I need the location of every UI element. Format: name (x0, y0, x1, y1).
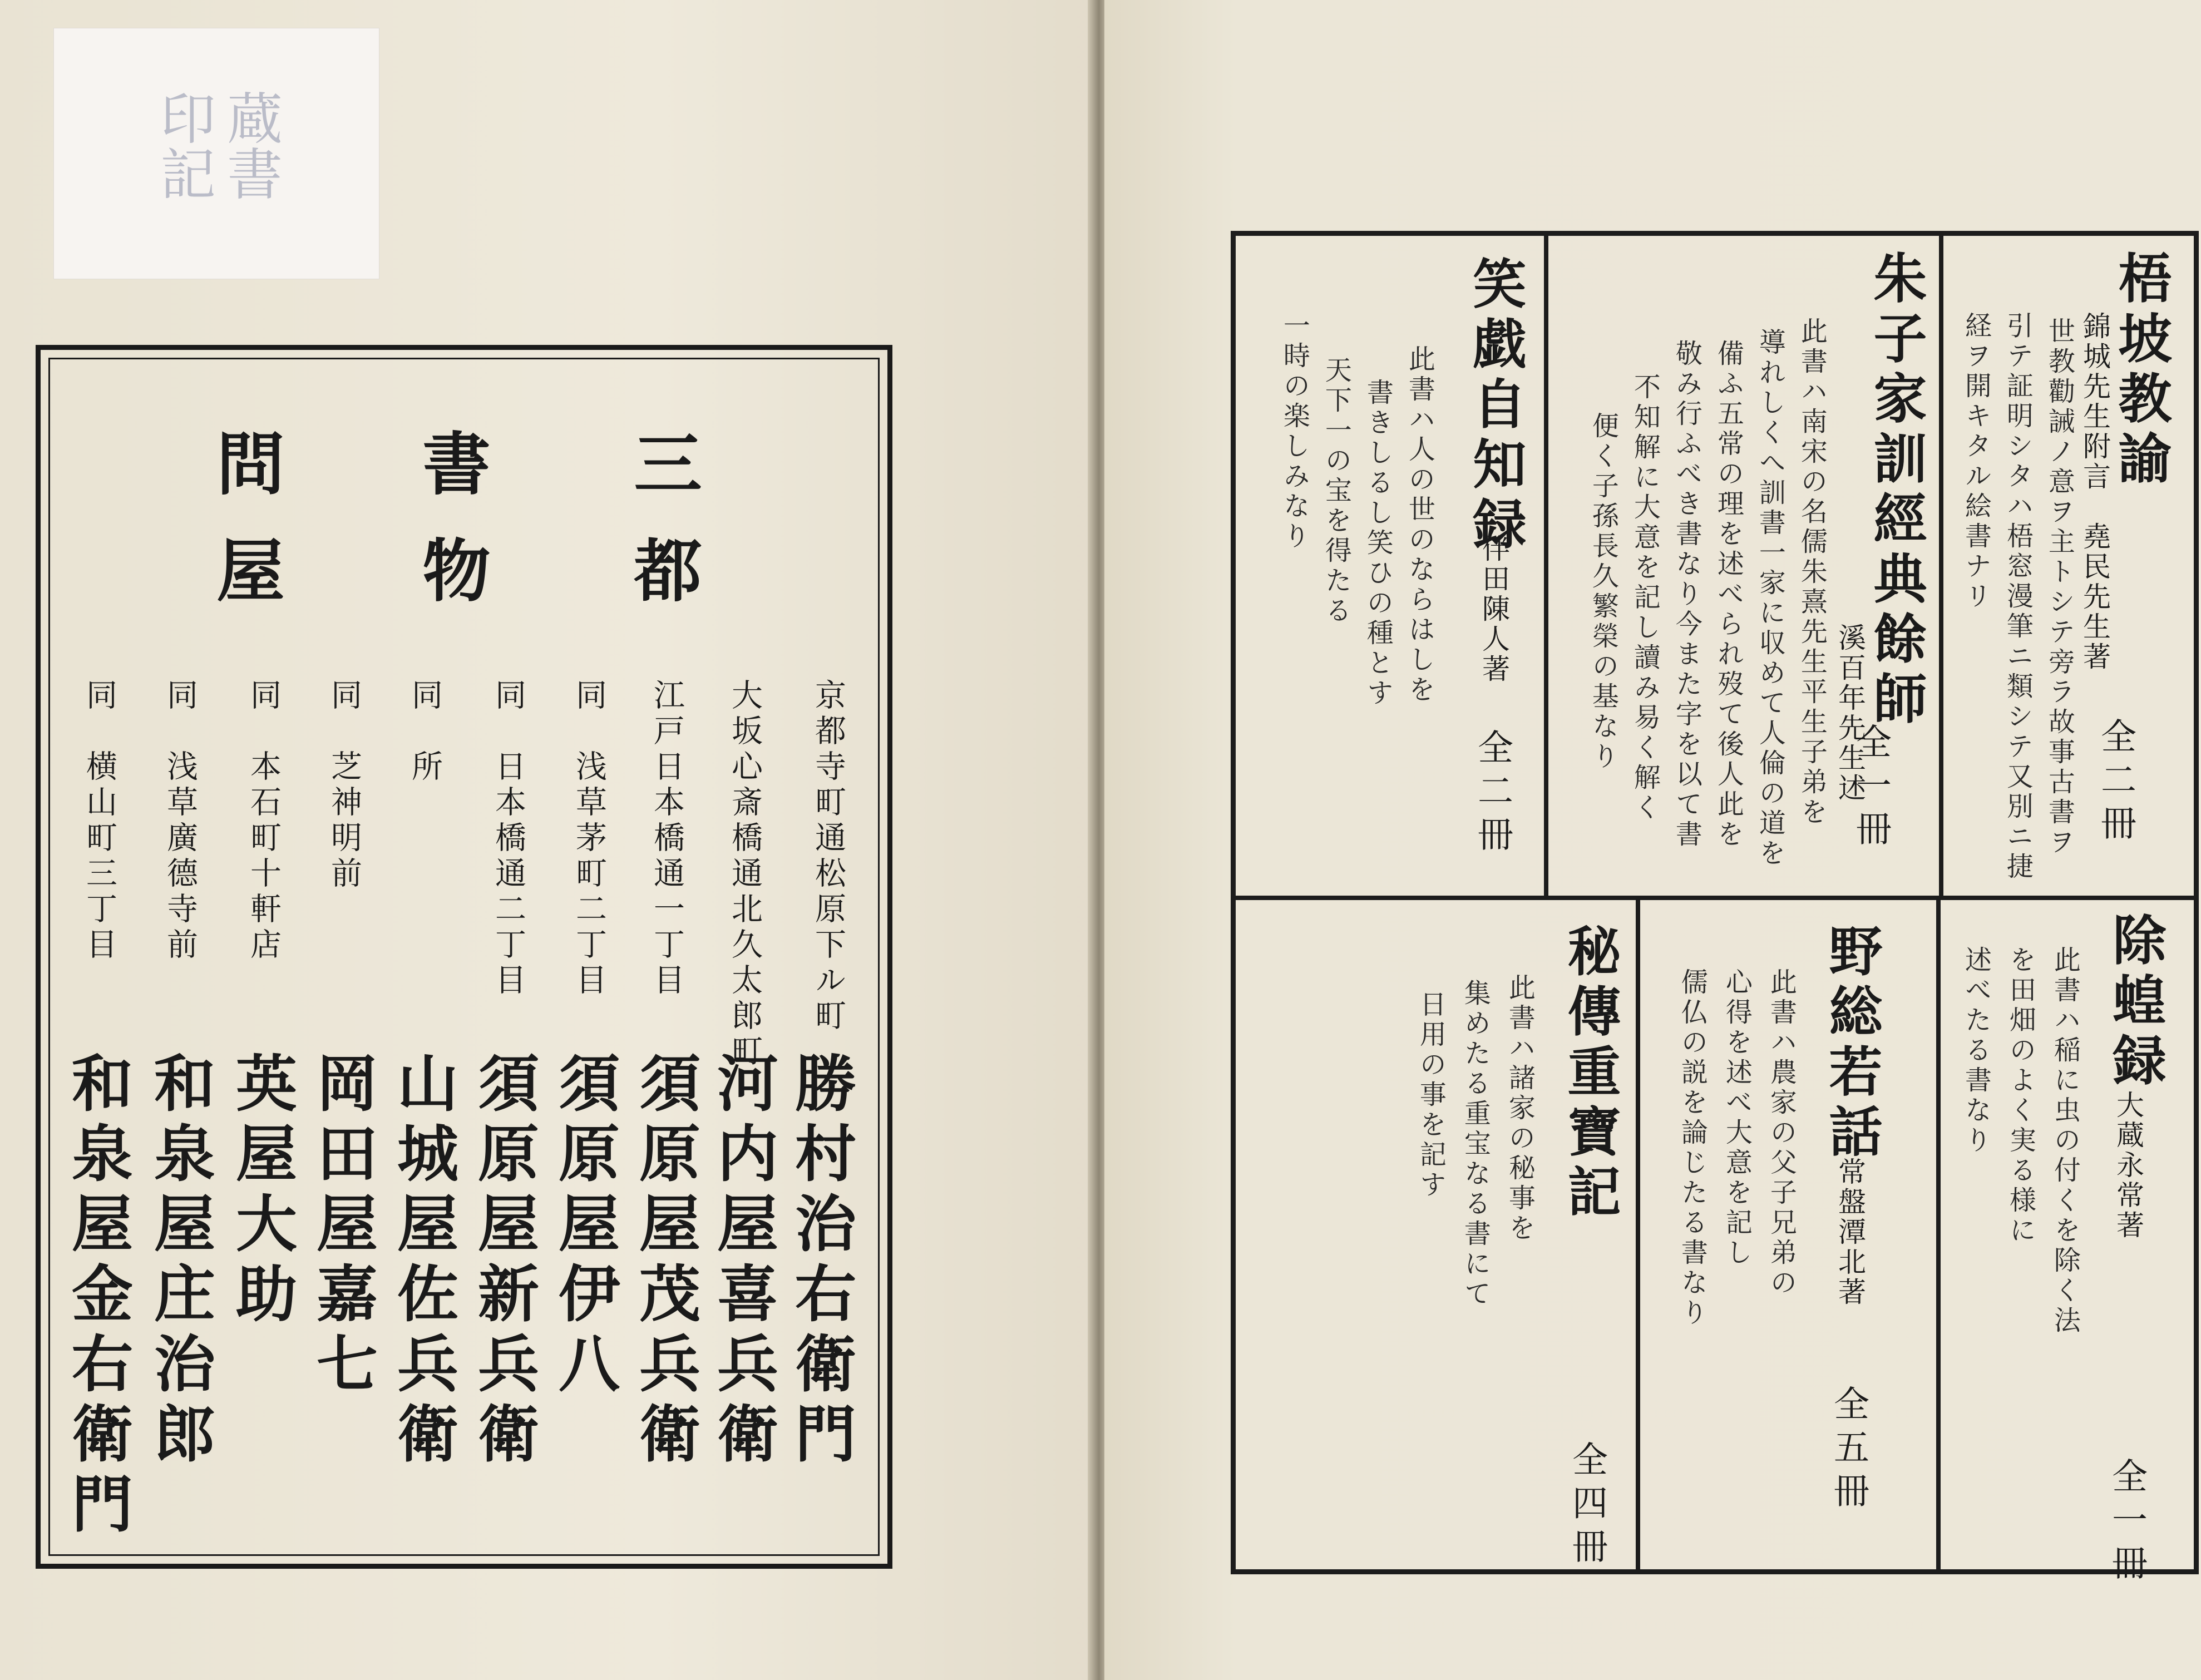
book-volumes: 全一冊 (2106, 1457, 2147, 1588)
book-description-line: 此書ハ農家の父子兄弟の (1765, 968, 1797, 1298)
book-author: 伴田陳人著 (1478, 534, 1510, 684)
book-description-line: 此書ハ南宋の名儒朱熹先生平生子弟を (1796, 317, 1828, 828)
book-description-line: 日用の事を記す (1415, 990, 1447, 1200)
book-description-line: 導れしくへ訓書一家に収めて人倫の道を (1754, 328, 1786, 869)
advert-col-divider (1939, 231, 1943, 898)
book-author: 溪百年先生述 (1834, 623, 1866, 803)
book-description-line: 天下一の宝を得たる (1320, 356, 1352, 626)
dealer-address: 同 本石町十軒店 (245, 679, 282, 963)
dealer-address: 同 芝神明前 (326, 679, 362, 892)
dealer-address: 同 日本橋通二丁目 (490, 679, 526, 999)
book-description-line: 書きしるし笑ひの種とす (1362, 378, 1394, 709)
advert-row-divider (1231, 896, 2199, 900)
book-description-line: 引テ証明シタハ梧窓漫筆ニ類シテ又別ニ捷 (2002, 312, 2034, 882)
dealer-address: 同 所 (407, 679, 443, 785)
book-title: 笑戯自知録 (1464, 256, 1527, 556)
book-description-line: 世教勸誡ノ意ヲ主トシテ旁ラ故事古書ヲ (2044, 317, 2075, 858)
colophon-title-col-3: 問屋 (205, 428, 285, 642)
book-title: 朱子家訓經典餘師 (1865, 250, 1928, 731)
book-volumes: 全一冊 (1850, 723, 1891, 853)
book-description-line: 一時の楽しみなり (1279, 312, 1310, 552)
dealer-address: 同 浅草廣德寺前 (162, 679, 198, 963)
book-description-line: 此書ハ稲に虫の付くを除く法 (2049, 946, 2081, 1336)
book-author: 大蔵永常著 (2112, 1090, 2144, 1241)
colophon-title-col-2: 書物 (411, 428, 491, 642)
book-volumes: 全五冊 (1828, 1385, 1869, 1515)
book-title: 除蝗録 (2104, 912, 2167, 1093)
book-description-line: を田畑のよく実る様に (2005, 946, 2036, 1246)
dealer-name: 河内屋喜兵衛 (707, 1051, 779, 1472)
book-title: 野総若話 (1820, 923, 1883, 1164)
book-description-line: 便く子孫長久繁榮の基なり (1587, 412, 1619, 772)
book-description-line: 敬み行ふべき書なり今また字を以て書 (1671, 339, 1702, 850)
left-page (0, 0, 1099, 1680)
book-volumes: 全二冊 (1472, 729, 1513, 859)
library-label (53, 28, 379, 279)
book-title: 秘傳重寶記 (1559, 923, 1622, 1224)
dealer-address: 江戸日本橋通一丁目 (649, 679, 685, 999)
dealer-name: 英屋大助 (226, 1051, 298, 1332)
dealer-name: 岡田屋嘉七 (307, 1051, 378, 1402)
book-description-line: 不知解に大意を記し讀み易く解く (1629, 373, 1661, 823)
book-description-line: 集めたる重宝なる書にて (1459, 979, 1491, 1310)
dealer-address: 同 浅草茅町二丁目 (571, 679, 607, 999)
dealer-name: 勝村治右衛門 (785, 1051, 857, 1472)
dealer-name: 和泉屋庄治郎 (144, 1051, 216, 1472)
book-description-line: 心得を述べ大意を記し (1721, 968, 1753, 1268)
advert-col-divider (1936, 896, 1941, 1574)
dealer-address: 大坂心斎橋通北久太郎町 (727, 679, 763, 1070)
book-volumes: 全四冊 (1566, 1441, 1607, 1571)
book-title: 梧坡教諭 (2110, 250, 2173, 491)
book-volumes: 全二冊 (2095, 718, 2136, 848)
book-description-line: 此書ハ人の世のならはしを (1404, 345, 1435, 705)
book-author: 錦城先生附言 堯民先生著 (2079, 312, 2111, 672)
ownership-stamp: 蔵書 印記 (151, 90, 283, 201)
book-description-line: 此書ハ諸家の秘事を (1504, 974, 1536, 1244)
book-description-line: 経ヲ開キタル絵書ナリ (1960, 312, 1992, 612)
book-description-line: 述べたる書なり (1960, 946, 1992, 1156)
dealer-address: 同 横山町三丁目 (81, 679, 117, 963)
book-description-line: 儒仏の説を論じたる書なり (1676, 968, 1708, 1328)
dealer-name: 須原屋茂兵衛 (629, 1051, 701, 1472)
dealer-name: 和泉屋金右衛門 (62, 1051, 134, 1542)
dealer-address: 京都寺町通松原下ル町 (810, 679, 846, 1035)
book-author: 常盤潭北著 (1834, 1157, 1866, 1307)
dealer-name: 須原屋新兵衛 (468, 1051, 540, 1472)
book-description-line: 備ふ五常の理を述べられ歿て後人此を (1713, 339, 1744, 850)
advert-col-divider (1636, 896, 1640, 1574)
advert-col-divider (1544, 231, 1548, 898)
colophon-title-col-1: 三都 (623, 428, 703, 642)
dealer-name: 須原屋伊八 (549, 1051, 620, 1402)
dealer-name: 山城屋佐兵衛 (387, 1051, 459, 1472)
